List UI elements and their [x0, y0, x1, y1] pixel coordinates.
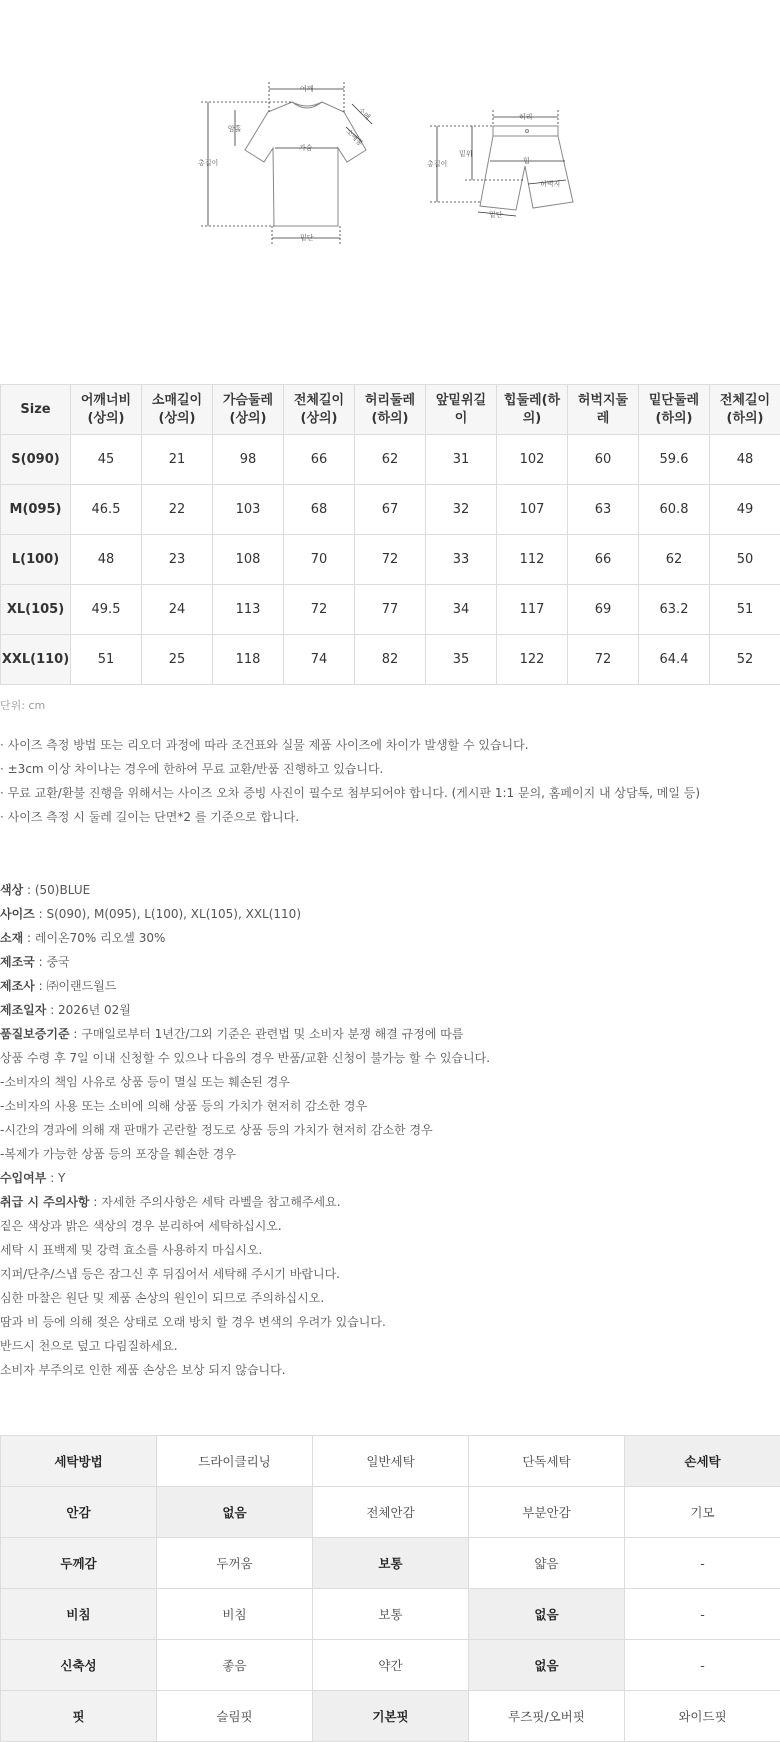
table-cell: L(100)	[1, 535, 71, 585]
table-cell: 62	[639, 535, 710, 585]
care-option: 드라이클리닝	[157, 1436, 313, 1487]
info-line	[0, 1360, 490, 1384]
table-cell: 107	[497, 485, 568, 535]
info-label: 색상	[0, 883, 23, 897]
info-value: : (50)BLUE	[23, 883, 90, 897]
table-cell: 102	[497, 435, 568, 485]
label-sleeve-opening: 소매통	[344, 127, 365, 148]
care-table	[0, 1435, 780, 1742]
product-info	[0, 880, 490, 1384]
header-front-rise: 앞밑위길이	[426, 385, 497, 435]
list-item: · 무료 교환/환불 진행을 위해서는 사이즈 오차 증빙 사진이 필수로 첨부되어야 합니다. (게시판 1:1 문의, 홈페이지 내 상담톡, 메일 등)	[0, 784, 700, 808]
label-thigh: 허벅지	[540, 179, 560, 188]
table-cell: 68	[284, 485, 355, 535]
table-cell: 34	[426, 585, 497, 635]
table-cell: 113	[213, 585, 284, 635]
table-cell: 51	[710, 585, 780, 635]
size-table	[0, 384, 780, 685]
table-cell: 23	[142, 535, 213, 585]
label-chest: 가슴	[299, 143, 313, 152]
table-row	[1, 485, 780, 535]
table-cell: 82	[355, 635, 426, 685]
care-option: 좋음	[157, 1640, 313, 1691]
care-option: -	[625, 1589, 780, 1640]
table-cell: 72	[568, 635, 639, 685]
measurement-diagram	[0, 0, 780, 384]
header-hem: 밑단둘레(하의)	[639, 385, 710, 435]
label-hem-top: 밑단	[300, 233, 314, 242]
info-line	[0, 1144, 490, 1168]
size-notes	[0, 736, 700, 832]
info-value: : 구매일로부터 1년간/그외 기준은 관련법 및 소비자 분쟁 해결 규정에 따름	[70, 1027, 464, 1041]
care-label-fit: 핏	[1, 1691, 157, 1742]
table-row	[1, 1436, 780, 1487]
info-value: 반드시 천으로 덮고 다림질하세요.	[0, 1339, 178, 1353]
care-option: 단독세탁	[469, 1436, 625, 1487]
header-total-length-bottom: 전체길이(하의)	[710, 385, 780, 435]
table-cell: XL(105)	[1, 585, 71, 635]
info-label: 사이즈	[0, 907, 35, 921]
header-shoulder-width: 어깨너비(상의)	[71, 385, 142, 435]
table-cell: 112	[497, 535, 568, 585]
label-waist: 허리	[519, 112, 533, 121]
table-row	[1, 1589, 780, 1640]
table-cell: 59.6	[639, 435, 710, 485]
table-cell: 31	[426, 435, 497, 485]
table-cell: 117	[497, 585, 568, 635]
table-cell: 63.2	[639, 585, 710, 635]
care-option: 약간	[313, 1640, 469, 1691]
table-cell: 49.5	[71, 585, 142, 635]
info-value: : 중국	[35, 955, 70, 969]
care-option: 부분안감	[469, 1487, 625, 1538]
info-line	[0, 952, 490, 976]
table-cell: 66	[568, 535, 639, 585]
table-cell: 98	[213, 435, 284, 485]
info-value: -복제가 가능한 상품 등의 포장을 훼손한 경우	[0, 1147, 236, 1161]
info-line	[0, 1120, 490, 1144]
care-option: -	[625, 1640, 780, 1691]
info-value: 지퍼/단추/스냅 등은 잠그신 후 뒤집어서 세탁해 주시기 바랍니다.	[0, 1267, 340, 1281]
info-value: : ㈜이랜드월드	[35, 979, 117, 993]
header-chest: 가슴둘레(상의)	[213, 385, 284, 435]
table-row	[1, 635, 780, 685]
table-cell: 33	[426, 535, 497, 585]
table-cell: 48	[71, 535, 142, 585]
header-total-length-top: 전체길이(상의)	[284, 385, 355, 435]
table-cell: 70	[284, 535, 355, 585]
info-value: : 레이온70% 리오셀 30%	[23, 931, 165, 945]
care-option: 루즈핏/오버핏	[469, 1691, 625, 1742]
label-hem-bottom: 밑단	[489, 210, 503, 219]
table-cell: 62	[355, 435, 426, 485]
table-cell: 72	[284, 585, 355, 635]
info-line	[0, 1288, 490, 1312]
info-value: -소비자의 사용 또는 소비에 의해 상품 등의 가치가 현저히 감소한 경우	[0, 1099, 367, 1113]
measurement-illustration	[0, 0, 780, 384]
info-value: 심한 마찰은 원단 및 제품 손상의 원인이 되므로 주의하십시오.	[0, 1291, 324, 1305]
table-row	[1, 1487, 780, 1538]
table-cell: 77	[355, 585, 426, 635]
table-cell: 108	[213, 535, 284, 585]
info-line	[0, 928, 490, 952]
info-line	[0, 1336, 490, 1360]
care-option: 없음	[469, 1640, 625, 1691]
info-label: 소재	[0, 931, 23, 945]
tshirt-icon	[245, 102, 366, 226]
table-cell: 118	[213, 635, 284, 685]
table-cell: 45	[71, 435, 142, 485]
care-option: 보통	[313, 1538, 469, 1589]
table-cell: 21	[142, 435, 213, 485]
care-option: 일반세탁	[313, 1436, 469, 1487]
label-hip: 힙	[523, 156, 530, 165]
care-option: 비침	[157, 1589, 313, 1640]
care-option: -	[625, 1538, 780, 1589]
info-value: -소비자의 책임 사유로 상품 등이 멸실 또는 훼손된 경우	[0, 1075, 290, 1089]
table-cell: 67	[355, 485, 426, 535]
info-line	[0, 1240, 490, 1264]
table-cell: 72	[355, 535, 426, 585]
table-cell: 60.8	[639, 485, 710, 535]
info-label: 취급 시 주의사항	[0, 1195, 90, 1209]
info-label: 제조국	[0, 955, 35, 969]
table-row	[1, 1640, 780, 1691]
info-line	[0, 1264, 490, 1288]
info-line	[0, 976, 490, 1000]
care-option: 슬림핏	[157, 1691, 313, 1742]
label-shoulder: 어깨	[300, 84, 314, 93]
care-label-sheerness: 비침	[1, 1589, 157, 1640]
header-waist: 허리둘레(하의)	[355, 385, 426, 435]
table-cell: S(090)	[1, 435, 71, 485]
table-cell: 49	[710, 485, 780, 535]
list-item: · 사이즈 측정 방법 또는 리오더 과정에 따라 조건표와 실물 제품 사이즈에 차이가 발생할 수 있습니다.	[0, 736, 700, 760]
table-row	[1, 1691, 780, 1742]
table-row	[1, 435, 780, 485]
list-item: · ±3cm 이상 차이나는 경우에 한하여 무료 교환/반품 진행하고 있습니다.	[0, 760, 700, 784]
info-label: 제조일자	[0, 1003, 46, 1017]
info-value: : 자세한 주의사항은 세탁 라벨을 참고해주세요.	[90, 1195, 341, 1209]
shorts-icon	[480, 126, 573, 210]
care-option: 와이드핏	[625, 1691, 780, 1742]
table-cell: 63	[568, 485, 639, 535]
info-value: 소비자 부주의로 인한 제품 손상은 보상 되지 않습니다.	[0, 1363, 286, 1377]
label-total-length-bottom: 총길이	[427, 159, 447, 168]
table-cell: 22	[142, 485, 213, 535]
info-line	[0, 1192, 490, 1216]
table-row	[1, 585, 780, 635]
label-sleeve: 소매	[356, 106, 372, 122]
info-line	[0, 1168, 490, 1192]
header-size: Size	[1, 385, 71, 435]
product-detail	[0, 0, 780, 384]
care-option: 기모	[625, 1487, 780, 1538]
table-row	[1, 1538, 780, 1589]
info-line	[0, 1072, 490, 1096]
table-cell: 48	[710, 435, 780, 485]
care-option: 손세탁	[625, 1436, 780, 1487]
table-cell: 24	[142, 585, 213, 635]
care-label-lining: 안감	[1, 1487, 157, 1538]
info-label: 수입여부	[0, 1171, 46, 1185]
info-line	[0, 904, 490, 928]
table-cell: XXL(110)	[1, 635, 71, 685]
table-cell: 50	[710, 535, 780, 585]
list-item: · 사이즈 측정 시 둘레 길이는 단면*2 를 기준으로 합니다.	[0, 808, 700, 832]
header-hip: 힙둘레(하의)	[497, 385, 568, 435]
table-cell: 66	[284, 435, 355, 485]
care-label-thickness: 두께감	[1, 1538, 157, 1589]
tshirt-measure-lines	[201, 82, 372, 244]
care-option: 두꺼움	[157, 1538, 313, 1589]
table-cell: M(095)	[1, 485, 71, 535]
info-line	[0, 1216, 490, 1240]
table-cell: 32	[426, 485, 497, 535]
label-armhole: 암홀	[228, 124, 242, 133]
unit-label: 단위: cm	[0, 697, 45, 713]
info-value: : 2026년 02월	[46, 1003, 130, 1017]
care-option: 전체안감	[313, 1487, 469, 1538]
info-label: 제조사	[0, 979, 35, 993]
care-label-wash: 세탁방법	[1, 1436, 157, 1487]
info-line	[0, 880, 490, 904]
care-label-stretch: 신축성	[1, 1640, 157, 1691]
table-cell: 60	[568, 435, 639, 485]
info-line	[0, 1312, 490, 1336]
table-cell: 51	[71, 635, 142, 685]
care-option: 없음	[157, 1487, 313, 1538]
size-table-header	[1, 385, 780, 435]
care-option: 기본핏	[313, 1691, 469, 1742]
info-value: : S(090), M(095), L(100), XL(105), XXL(110)	[35, 907, 301, 921]
table-cell: 74	[284, 635, 355, 685]
info-label: 품질보증기준	[0, 1027, 70, 1041]
info-line	[0, 1096, 490, 1120]
care-option: 보통	[313, 1589, 469, 1640]
info-value: 짙은 색상과 밝은 색상의 경우 분리하여 세탁하십시오.	[0, 1219, 282, 1233]
info-line	[0, 1024, 490, 1048]
table-cell: 64.4	[639, 635, 710, 685]
header-sleeve-length: 소매길이(상의)	[142, 385, 213, 435]
info-line	[0, 1000, 490, 1024]
table-cell: 25	[142, 635, 213, 685]
label-rise: 밑위	[459, 149, 473, 158]
table-cell: 52	[710, 635, 780, 685]
info-value: : Y	[46, 1171, 65, 1185]
table-cell: 103	[213, 485, 284, 535]
header-thigh: 허벅지둘레	[568, 385, 639, 435]
care-option: 없음	[469, 1589, 625, 1640]
info-line	[0, 1048, 490, 1072]
info-value: 땀과 비 등에 의해 젖은 상태로 오래 방치 할 경우 변색의 우려가 있습니다.	[0, 1315, 386, 1329]
table-cell: 46.5	[71, 485, 142, 535]
care-option: 얇음	[469, 1538, 625, 1589]
info-value: 세탁 시 표백제 및 강력 효소를 사용하지 마십시오.	[0, 1243, 262, 1257]
table-row	[1, 535, 780, 585]
info-value: 상품 수령 후 7일 이내 신청할 수 있으나 다음의 경우 반품/교환 신청이 불가능 할 수 있습니다.	[0, 1051, 490, 1065]
table-cell: 69	[568, 585, 639, 635]
label-total-length-top: 총길이	[198, 158, 218, 167]
table-cell: 35	[426, 635, 497, 685]
info-value: -시간의 경과에 의해 재 판매가 곤란할 정도로 상품 등의 가치가 현저히 감소한 경우	[0, 1123, 433, 1137]
table-cell: 122	[497, 635, 568, 685]
